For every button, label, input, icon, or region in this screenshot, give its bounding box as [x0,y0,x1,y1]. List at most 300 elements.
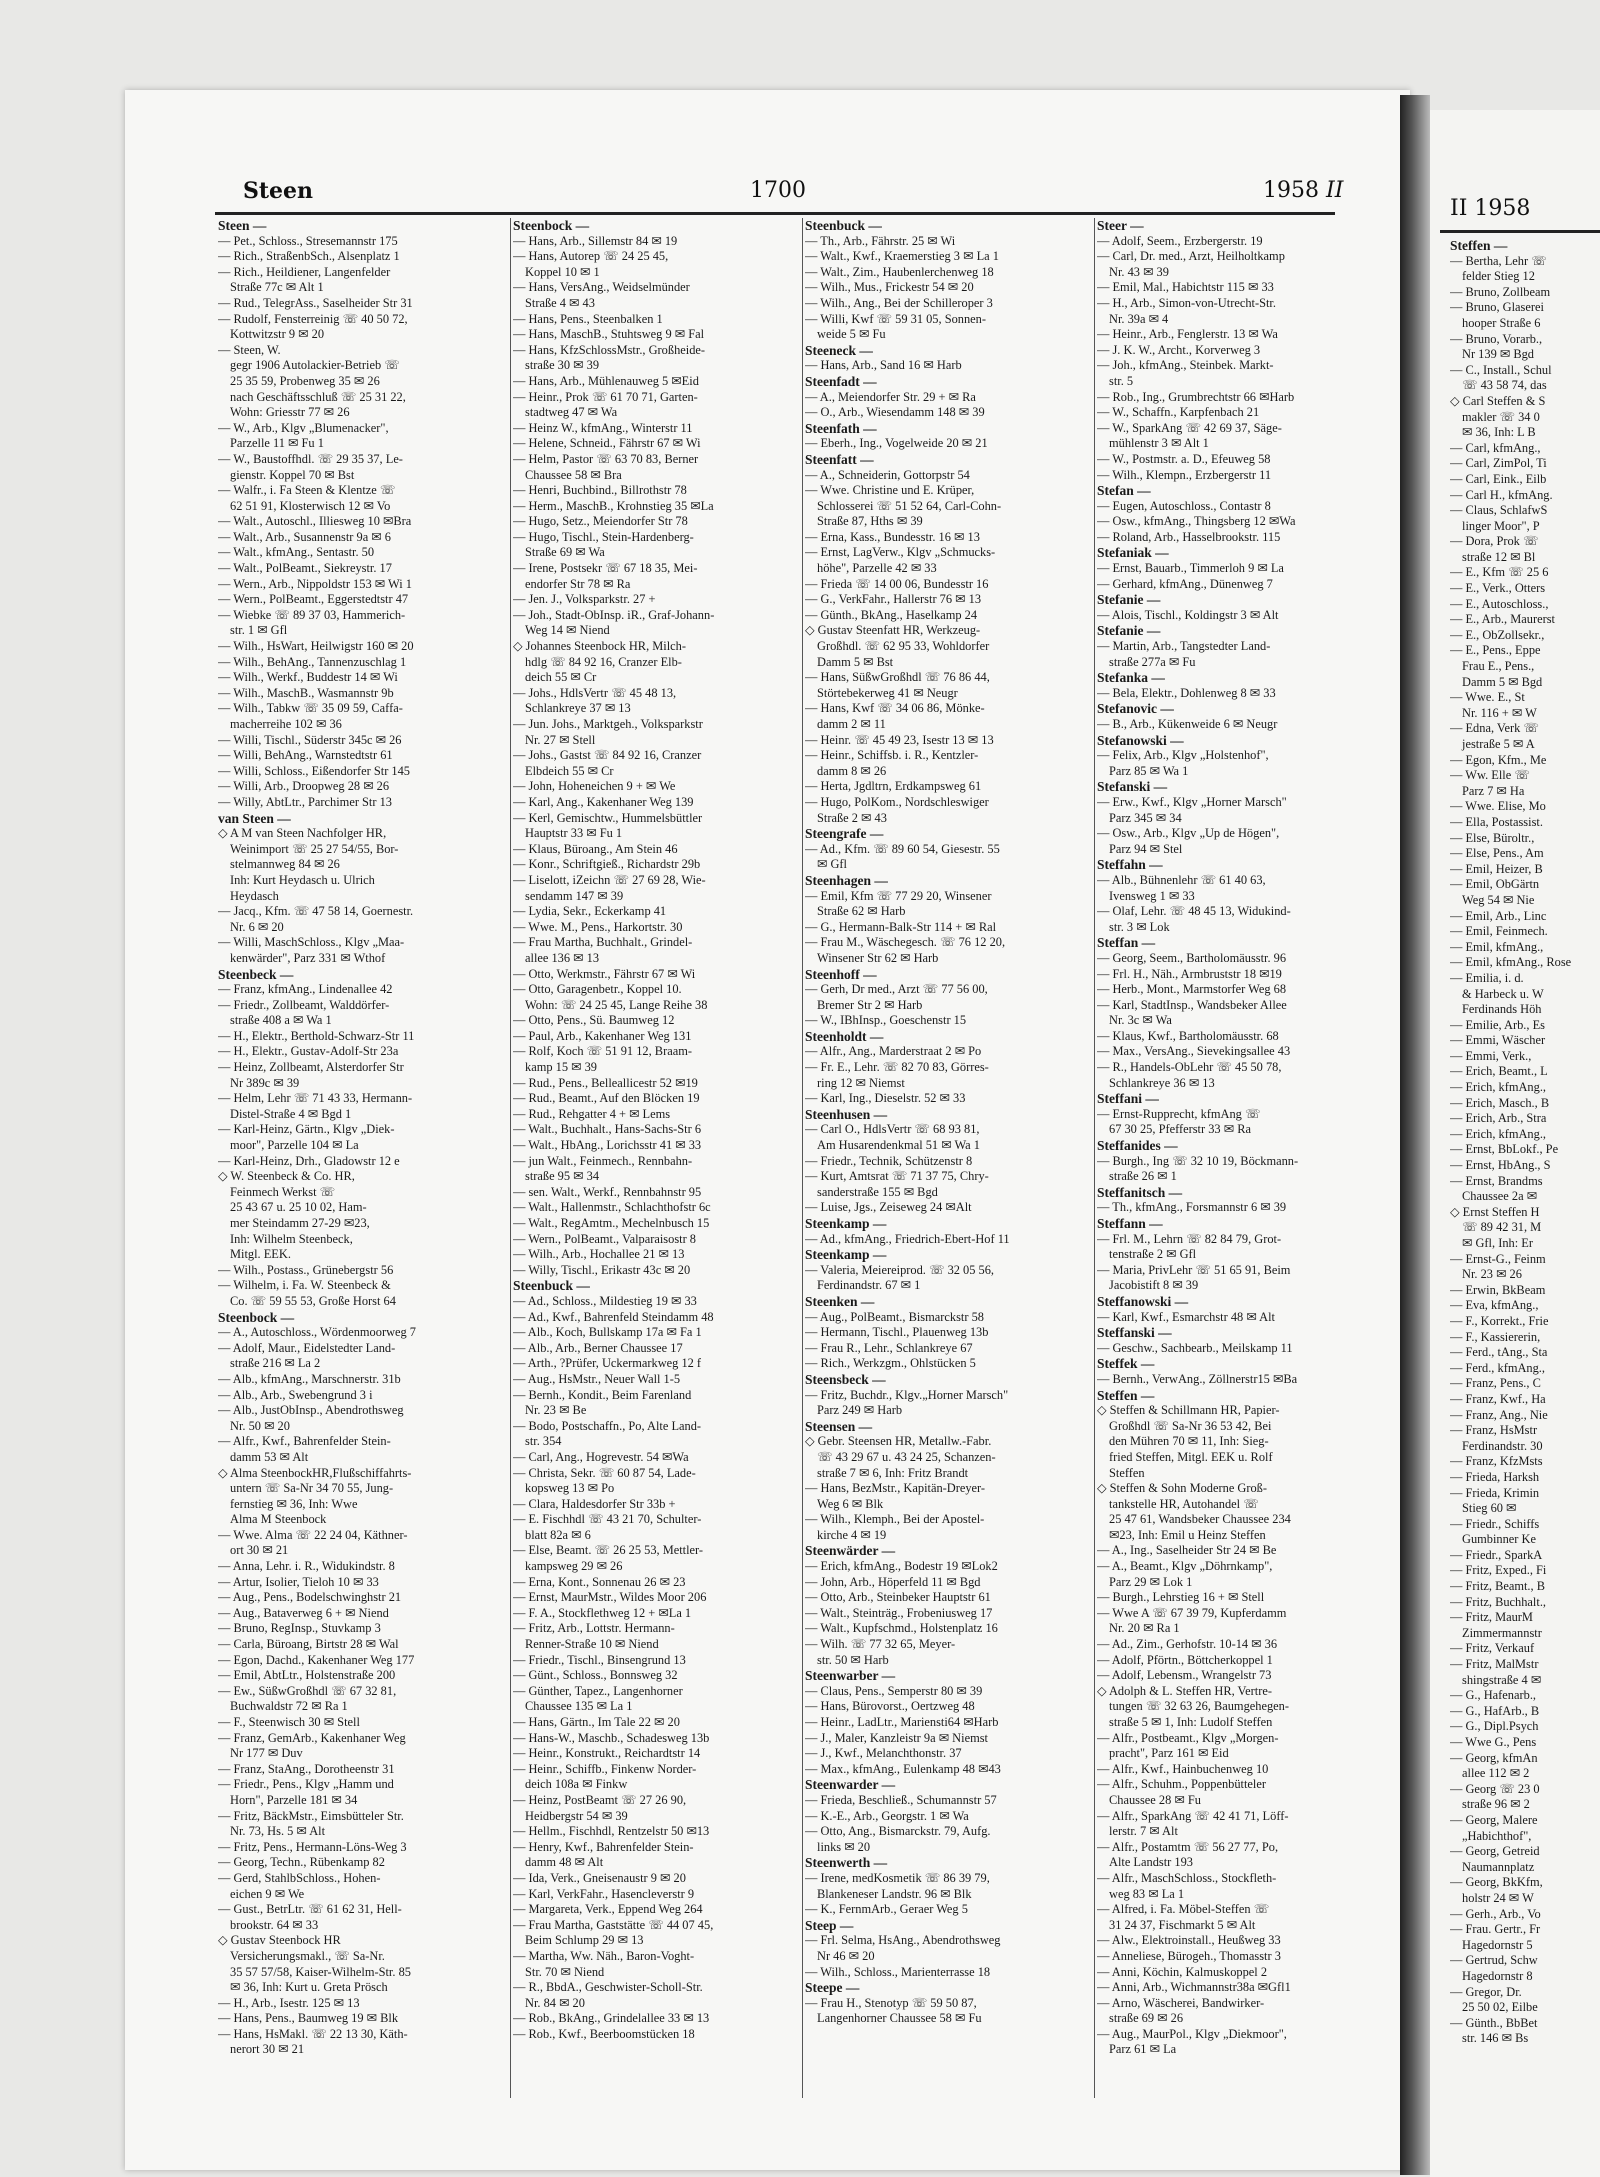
directory-entry: 25 43 67 u. 25 10 02, Ham- [230,1200,367,1215]
directory-entry: Naumannplatz [1462,1859,1535,1874]
directory-entry: — Bruno, Zollbeam [1450,284,1551,299]
directory-entry: Feinmech Werkst ☏ [230,1184,336,1199]
directory-entry: shingstraße 4 ✉ [1462,1672,1542,1687]
directory-entry: — H., Arb., Simon-von-Utrecht-Str. [1097,295,1276,310]
directory-entry: — Alb., JustObInsp., Abendrothsweg [218,1403,404,1418]
directory-entry: — Georg, BkKfm, [1450,1875,1543,1890]
directory-entry: straße 30 ✉ 39 [525,358,600,373]
directory-entry: ◇ Gustav Steenbock HR [218,1933,341,1948]
directory-entry: — Fritz, BäckMstr., Eimsbütteler Str. [218,1808,404,1823]
directory-entry: — Aug., HsMstr., Neuer Wall 1-5 [513,1371,681,1386]
directory-entry: — W., SparkAng ☏ 42 69 37, Säge- [1097,420,1282,435]
directory-entry: — Wilh., Ang., Bei der Schilleroper 3 [805,295,993,310]
directory-entry: ◇ Ernst Steffen H [1450,1204,1540,1219]
directory-entry: — Martin, Arb., Tangstedter Land- [1097,639,1271,654]
directory-entry: — Alb., kfmAng., Marschnerstr. 31b [218,1371,401,1386]
directory-entry: — Ernst-G., Feinm [1450,1251,1546,1266]
directory-entry: — Osw., Arb., Klgv „Up de Högen", [1097,826,1280,841]
directory-entry: — John, Hoheneichen 9 + ✉ We [513,779,676,794]
directory-entry: 62 51 91, Klosterwisch 12 ✉ Vo [230,498,391,513]
directory-entry: — Rob., Ing., Grumbrechtstr 66 ✉Harb [1097,389,1295,404]
directory-entry: — Else, Beamt. ☏ 26 25 53, Mettler- [513,1543,704,1558]
directory-entry: Nr 139 ✉ Bgd [1462,347,1534,362]
directory-entry: Nr. 116 + ✉ W [1462,705,1537,720]
directory-entry: — Th., Arb., Fährstr. 25 ✉ Wi [805,233,956,248]
directory-entry: — Willy, AbtLtr., Parchimer Str 13 [218,794,392,809]
directory-entry: — Claus, SchlafwS [1450,503,1548,518]
directory-entry: — Helm, Lehr ☏ 71 43 33, Hermann- [218,1091,413,1106]
directory-entry: — F. A., Stockflethweg 12 + ✉La 1 [513,1605,692,1620]
directory-entry: Steenbock — [513,218,590,233]
directory-entry: tungen ☏ 32 63 26, Baumgehegen- [1109,1699,1289,1714]
directory-entry: fernstieg ✉ 36, Inh: Wwe [230,1496,358,1511]
directory-entry: Heidbergstr 54 ✉ 39 [525,1808,628,1823]
directory-entry: — Hans-W., Maschb., Schadesweg 13b [513,1730,710,1745]
directory-entry: — Anni, Arb., Wichmannstr38a ✉Gfl1 [1097,1980,1291,1995]
directory-entry: Nr. 39a ✉ 4 [1109,311,1169,326]
right-page-column [1450,238,1600,2168]
page-header-surname: Steen [243,178,314,204]
directory-entry: — Ew., SüßwGroßhdl ☏ 67 32 81, [218,1683,397,1698]
directory-entry: straße 95 ✉ 34 [525,1169,600,1184]
directory-entry: — Alfr., Postbeamt., Klgv „Morgen- [1097,1730,1279,1745]
directory-entry: linger Moor", P [1462,518,1540,533]
directory-entry: — Fr. E., Lehr. ☏ 82 70 83, Görres- [805,1060,989,1075]
directory-entry: stadtweg 47 ✉ Wa [525,405,618,420]
directory-entry: — Wwe A ☏ 67 39 79, Kupferdamm [1097,1605,1287,1620]
directory-entry: macherreihe 102 ✉ 36 [230,717,342,731]
directory-column-4 [1097,218,1387,2118]
directory-entry: — Hans, Pens., Steenbalken 1 [513,311,663,326]
directory-entry: Steepe — [805,1980,860,1996]
directory-entry: straße 216 ✉ La 2 [230,1356,321,1371]
directory-entry: — sen. Walt., Werkf., Rennbahnstr 95 [513,1184,702,1199]
directory-entry: — G., HafArb., B [1450,1703,1540,1718]
directory-entry: Chaussee 28 ✉ Fu [1109,1792,1201,1807]
directory-entry: — jun Walt., Feinmech., Rennbahn- [513,1153,693,1168]
directory-entry: Langenhorner Chaussee 58 ✉ Fu [817,2011,982,2026]
directory-entry: — G., Hafenarb., [1450,1688,1537,1703]
directory-entry: — E., Verk., Otters [1450,581,1546,596]
directory-entry: Nr. 84 ✉ 20 [525,1995,585,2010]
directory-entry: — Alfr., MaschSchloss., Stockfleth- [1097,1870,1277,1885]
directory-entry: — Heinz, PostBeamt ☏ 27 26 90, [513,1792,687,1807]
directory-entry: Nr. 23 ✉ 26 [1462,1267,1522,1282]
directory-entry: ◇ A M van Steen Nachfolger HR, [218,826,387,841]
directory-entry: — Ad., Zim., Gerhofstr. 10-14 ✉ 36 [1097,1637,1278,1652]
directory-entry: Gumbinner Ke [1462,1532,1536,1547]
directory-entry: — Carl H., kfmAng. [1450,487,1553,502]
directory-entry: — Hans, Arb., Sand 16 ✉ Harb [805,358,962,373]
directory-entry: Stefan — [1097,483,1151,499]
directory-entry: Mitgl. EEK. [230,1247,291,1262]
directory-entry: — Walt., Steinträg., Frobeniusweg 17 [805,1605,993,1620]
directory-entry: — Heinz W., kfmAng., Winterstr 11 [513,420,693,435]
directory-entry: nach Geschäftsschluß ☏ 25 31 22, [230,389,406,404]
directory-entry: — Fritz, MaurM [1450,1610,1533,1625]
directory-entry: straße 69 ✉ 26 [1109,2011,1184,2026]
directory-entry: — Rud., TelegrAss., Saselheider Str 31 [218,295,413,310]
directory-entry: — Alfr., Postamtm ☏ 56 27 77, Po, [1097,1839,1279,1854]
directory-entry: — Karl-Heinz, Drh., Gladowstr 12 e [218,1153,400,1168]
directory-entry: — Luise, Jgs., Zeiseweg 24 ✉Alt [805,1200,972,1215]
directory-entry: — Fritz, Arb., Lottstr. Hermann- [513,1621,675,1636]
directory-entry: tankstelle HR, Autohandel ☏ [1109,1496,1259,1511]
directory-entry: jestraße 5 ✉ A [1462,737,1535,751]
directory-entry: — Valeria, Meiereiprod. ☏ 32 05 56, [805,1262,995,1277]
directory-entry: — F., Steenwisch 30 ✉ Stell [218,1715,360,1729]
directory-entry: ◇ Carl Steffen & S [1450,393,1546,408]
right-page-header-rule [1440,230,1600,233]
directory-entry: Stefanowski — [1097,732,1184,748]
directory-entry: — J., Kwf., Melanchthonstr. 37 [805,1746,962,1761]
directory-entry: — Alfr., SparkAng ☏ 42 41 71, Löff- [1097,1808,1289,1823]
directory-entry: — Wilh., Klemph., Bei der Apostel- [805,1512,985,1527]
directory-entry: — Fritz, Buchdr., Klgv.„Horner Marsch" [805,1387,1009,1402]
directory-entry: Distel-Straße 4 ✉ Bgd 1 [230,1106,352,1121]
directory-entry: — Walt., Kwf., Kraemerstieg 3 ✉ La 1 [805,249,999,264]
directory-entry: — Wwe. E., St [1450,690,1525,705]
header-year: 1958 [1263,178,1319,203]
directory-entry: Steffanowski — [1097,1293,1189,1309]
directory-entry: Steenbeck — [218,966,294,982]
directory-entry: 25 50 02, Eilbe [1462,2000,1538,2015]
directory-entry: — Helene, Schneid., Fährstr 67 ✉ Wi [513,436,701,451]
directory-entry: — Frl. Selma, HsAng., Abendrothsweg [805,1933,1001,1948]
directory-entry: — Frieda, Krimin [1450,1485,1540,1500]
directory-entry: makler ☏ 34 0 [1462,409,1540,424]
directory-entry: — Carl O., HdlsVertr ☏ 68 93 81, [805,1122,980,1137]
directory-entry: — Artur, Isolier, Tieloh 10 ✉ 33 [218,1574,379,1589]
directory-entry: ◇ Steffen & Sohn Moderne Groß- [1097,1481,1268,1496]
directory-entry: — Carl, Dr. med., Arzt, Heilholtkamp [1097,249,1285,264]
directory-entry: — Erwin, BkBeam [1450,1282,1546,1297]
directory-entry: — Franz, Pens., C [1450,1376,1541,1391]
directory-entry: ✉ Gfl [817,857,847,872]
directory-entry: — Eberh., Ing., Vogelweide 20 ✉ 21 [805,436,988,451]
directory-entry: — Franz, HsMstr [1450,1423,1538,1438]
directory-entry: — Emil, Arb., Linc [1450,908,1547,923]
directory-entry: Stieg 60 ✉ [1462,1501,1517,1516]
directory-entry: — Heinr., LadLtr., Mariensti64 ✉Harb [805,1715,999,1729]
directory-entry: — Eva, kfmAng., [1450,1298,1539,1313]
directory-entry: — Alb., Koch, Bullskamp 17a ✉ Fa 1 [513,1325,702,1340]
directory-entry: — Rud., Rehgatter 4 + ✉ Lems [513,1106,671,1121]
directory-entry: — Walt., HbAng., Lorichsstr 41 ✉ 33 [513,1138,702,1153]
directory-entry: — Emil, AbtLtr., Holstenstraße 200 [218,1668,396,1683]
directory-entry: — Emil, kfmAng., Rose [1450,955,1572,970]
directory-entry: Weg 54 ✉ Nie [1462,892,1535,907]
directory-entry: Steensen — [805,1418,873,1434]
directory-entry: — Wilh., BehAng., Tannenzuschlag 1 [218,654,407,669]
directory-entry: — Eugen, Autoschloss., Contastr 8 [1097,498,1271,513]
directory-entry: felder Stieg 12 [1462,269,1535,284]
directory-entry: — Henri, Buchbind., Billrothstr 78 [513,483,687,498]
directory-entry: Schlosserei ☏ 51 52 64, Carl-Cohn- [817,498,1002,513]
directory-entry: — Wwe. Alma ☏ 22 24 04, Käthner- [218,1527,408,1542]
directory-entry: Buchwaldstr 72 ✉ Ra 1 [230,1699,348,1714]
directory-column-1 [218,218,508,2118]
directory-entry: — Georg, kfmAn [1450,1750,1538,1765]
directory-entry: — Erich, kfmAng., Bodestr 19 ✉Lok2 [805,1559,998,1574]
directory-entry: Steffann — [1097,1216,1163,1231]
directory-entry: — Wwe. M., Pens., Harkortstr. 30 [513,919,683,934]
directory-entry: — Erw., Kwf., Klgv „Horner Marsch" [1097,794,1287,809]
directory-entry: — Willi, Schloss., Eißendorfer Str 145 [218,763,410,778]
directory-entry: str. 146 ✉ Bs [1462,2031,1529,2046]
directory-entry: tenstraße 2 ✉ Gfl [1109,1247,1197,1262]
directory-entry: den Mühren 70 ✉ 11, Inh: Sieg- [1109,1434,1269,1449]
directory-entry: Parzelle 11 ✉ Fu 1 [230,436,324,451]
directory-entry: — Felix, Arb., Klgv „Holstenhof", [1097,748,1269,763]
directory-entry: — Walt., kfmAng., Sentastr. 50 [218,545,375,560]
directory-entry: — Hans, KfzSchlossMstr., Großheide- [513,342,706,357]
directory-entry: — G., Dipl.Psych [1450,1719,1539,1734]
directory-entry: — Willi, BehAng., Warnstedtstr 61 [218,748,393,763]
directory-entry: — Wilh., Mus., Frickestr 54 ✉ 20 [805,280,974,295]
directory-entry: Jacobistift 8 ✉ 39 [1109,1278,1199,1293]
directory-entry: — Wilhelm, i. Fa. W. Steenbeck & [218,1278,391,1293]
directory-entry: — Hugo, Setz., Meiendorfer Str 78 [513,514,688,529]
directory-entry: Steenfadt — [805,373,877,389]
directory-entry: höhe", Parzelle 42 ✉ 33 [817,561,937,576]
directory-entry: deich 55 ✉ Cr [525,670,597,685]
directory-entry: — Ernst, Brandms [1450,1173,1543,1188]
directory-entry: — Ww. Elle ☏ [1450,768,1530,783]
directory-entry: — Arth., ?Prüfer, Uckermarkweg 12 f [513,1356,702,1371]
directory-entry: Damm 5 ✉ Bst [817,654,894,669]
directory-entry: — Gertrud, Schw [1450,1953,1538,1968]
directory-entry: weide 5 ✉ Fu [817,327,886,342]
directory-entry: str. 5 [1109,373,1134,388]
directory-entry: — Erich, Masch., B [1450,1095,1550,1110]
directory-entry: — Hans, Bürovorst., Oertzweg 48 [805,1699,975,1714]
directory-entry: — Friedr., Technik, Schützenstr 8 [805,1153,973,1168]
directory-entry: — W., Schaffn., Karpfenbach 21 [1097,405,1260,420]
directory-entry: — Bodo, Postschaffn., Po, Alte Land- [513,1418,702,1433]
directory-entry: van Steen — [218,810,291,826]
directory-entry: Bremer Str 2 ✉ Harb [817,997,923,1012]
directory-entry: ◇ Gustav Steenfatt HR, Werkzeug- [805,623,981,638]
directory-entry: — Wern., Arb., Nippoldstr 153 ✉ Wi 1 [218,576,412,591]
directory-entry: — Hans, Arb., Sillemstr 84 ✉ 19 [513,233,678,248]
directory-entry: — Alw., Elektroinstall., Heußweg 33 [1097,1933,1281,1948]
directory-entry: — Johs., Gastst ☏ 84 92 16, Cranzer [513,748,702,763]
directory-entry: — Georg, Malere [1450,1812,1538,1827]
directory-entry: — Günth., BbBet [1450,2015,1538,2030]
directory-entry: — Erich, Arb., Stra [1450,1111,1547,1126]
directory-entry: — Friedr., Schiffs [1450,1516,1540,1531]
directory-entry: — Lydia, Sekr., Eckerkamp 41 [513,904,667,919]
directory-entry: Ivensweg 1 ✉ 33 [1109,888,1195,903]
directory-entry: — Martha, Ww. Näh., Baron-Voght- [513,1948,695,1963]
directory-entry: str. 354 [525,1434,562,1449]
directory-entry: — Walt., Hallenmstr., Schlachthofstr 6c [513,1200,711,1215]
directory-entry: Nr. 6 ✉ 20 [230,919,284,934]
directory-entry: — K., FernmArb., Geraer Weg 5 [805,1902,968,1917]
directory-entry: — R., Handels-ObLehr ☏ 45 50 78, [1097,1060,1282,1075]
directory-entry: lerstr. 7 ✉ Alt [1109,1824,1178,1839]
directory-entry: — Rob., BkAng., Grindelallee 33 ✉ 13 [513,2011,710,2026]
directory-entry: — Erich, kfmAng., [1450,1126,1547,1141]
directory-entry: — Friedr., Tischl., Binsengrund 13 [513,1652,686,1667]
directory-entry: — Wilh., Postass., Grünebergstr 56 [218,1262,394,1277]
directory-entry: — Fritz, Beamt., B [1450,1579,1545,1594]
directory-entry: kopsweg 13 ✉ Po [525,1481,615,1496]
directory-entry: ✉ 36, Inh: Kurt u. Greta Prösch [230,1980,388,1995]
directory-entry: — Rich., Werkzgm., Ohlstücken 5 [805,1356,976,1371]
directory-entry: Hagedornstr 5 [1462,1937,1533,1952]
directory-entry: — Hugo, PolKom., Nordschleswiger [805,794,989,809]
directory-entry: — E. Fischhdl ☏ 43 21 70, Schulter- [513,1512,702,1527]
directory-entry: — Liselott, iZeichn ☏ 27 69 28, Wie- [513,872,706,887]
directory-entry: Stefanovic — [1097,701,1174,717]
directory-entry: str. 1 ✉ Gfl [230,623,288,638]
directory-entry: — Alb., Bühnenlehr ☏ 61 40 63, [1097,872,1266,887]
directory-entry: — Hans, SüßwGroßhdl ☏ 76 86 44, [805,670,990,685]
directory-entry: Parz 7 ✉ Ha [1462,783,1525,798]
directory-entry: — Rolf, Koch ☏ 51 91 12, Braam- [513,1044,692,1059]
directory-entry: straße 277a ✉ Fu [1109,654,1196,669]
directory-entry: — Günth., BkAng., Haselkamp 24 [805,607,978,622]
directory-entry: — Willi, Arb., Droopweg 28 ✉ 26 [218,779,390,794]
directory-entry: — Alfred, i. Fa. Möbel-Steffen ☏ [1097,1902,1270,1917]
directory-entry: — Karl, Kwf., Esmarchstr 48 ✉ Alt [1097,1309,1275,1324]
directory-entry: Kottwitzstr 9 ✉ 20 [230,327,325,342]
directory-entry: Steenken — [805,1293,875,1309]
directory-entry: — Rob., Kwf., Beerboomstücken 18 [513,2026,695,2041]
directory-entry: — Hellm., Fischhdl, Rentzelstr 50 ✉13 [513,1824,710,1839]
directory-entry: — Ferd., tAng., Sta [1450,1345,1548,1360]
directory-entry: — Erich, kfmAng., [1450,1080,1547,1095]
directory-entry: — Emil, Feinmech. [1450,924,1548,939]
directory-entry: damm 2 ✉ 11 [817,717,886,731]
directory-entry: — Karl, StadtInsp., Wandsbeker Allee [1097,997,1287,1012]
directory-column-3 [805,218,1095,2118]
directory-entry: — J., Maler, Kanzleistr 9a ✉ Niemst [805,1730,988,1745]
directory-entry: — Bernh., VerwAng., Zöllnerstr15 ✉Ba [1097,1371,1298,1386]
directory-entry: — Georg ☏ 23 0 [1450,1781,1540,1796]
directory-entry: — Hans, Gärtn., Im Tale 22 ✉ 20 [513,1715,680,1729]
directory-entry: — Rud., Pens., Belleallicestr 52 ✉19 [513,1075,698,1090]
directory-entry: hooper Straße 6 [1462,315,1541,330]
directory-entry: — Konr., Schriftgieß., Richardstr 29b [513,857,701,872]
directory-entry: Steffen — [1097,1387,1155,1403]
directory-entry: — W., Baustoffhdl. ☏ 29 35 37, Le- [218,451,403,466]
directory-entry: — Emilia, i. d. [1450,970,1524,985]
directory-entry: Inh: Wilhelm Steenbeck, [230,1231,353,1246]
directory-entry: — H., Arb., Isestr. 125 ✉ 13 [218,1995,360,2010]
directory-entry: Ferdinandstr. 30 [1462,1438,1543,1453]
directory-entry: Steer — [1097,218,1144,233]
directory-entry: — Bela, Elektr., Dohlenweg 8 ✉ 33 [1097,685,1276,700]
directory-entry: — Max., kfmAng., Eulenkamp 48 ✉43 [805,1761,1001,1776]
directory-entry: — A., Schneiderin, Gottorpstr 54 [805,467,970,482]
directory-entry: Steffen [1109,1465,1145,1480]
directory-entry: Straße 77c ✉ Alt 1 [230,280,324,295]
directory-entry: straße 12 ✉ Bl [1462,549,1536,564]
directory-entry: — Ernst-Rupprecht, kfmAng ☏ [1097,1106,1261,1121]
directory-entry: Steenhagen — [805,872,888,888]
directory-entry: — Hermann, Tischl., Plauenweg 13b [805,1325,989,1340]
directory-entry: — Else, Pens., Am [1450,846,1544,861]
directory-entry: Weinimport ☏ 25 27 54/55, Bor- [230,841,399,856]
directory-entry: — Paul, Arb., Kakenhaner Weg 131 [513,1028,692,1043]
directory-entry: Nr. 43 ✉ 39 [1109,264,1169,279]
directory-entry: deich 108a ✉ Finkw [525,1777,628,1792]
directory-entry: Str. 70 ✉ Niend [525,1964,605,1979]
directory-entry: straße 5 ✉ 1, Inh: Ludolf Steffen [1109,1715,1273,1729]
directory-entry: — E., Arb., Maurerst [1450,612,1555,627]
directory-entry: — Bertha, Lehr ☏ [1450,253,1547,268]
directory-entry: — Friedr., Pens., Klgv „Hamm und [218,1777,394,1792]
directory-entry: Steep — [805,1917,854,1933]
directory-entry: — B., Arb., Kükenweide 6 ✉ Neugr [1097,717,1278,731]
directory-entry: — Clara, Haldesdorfer Str 33b + [513,1496,676,1511]
directory-entry: — Aug., Pens., Bodelschwinghstr 21 [218,1590,402,1605]
directory-entry: Hauptstr 33 ✉ Fu 1 [525,826,623,841]
directory-entry: — W., Postmstr. a. D., Efeuweg 58 [1097,451,1271,466]
directory-entry: — Ernst, Bauarb., Timmerloh 9 ✉ La [1097,561,1284,576]
directory-entry: — Herm., MaschB., Krohnstieg 35 ✉La [513,498,714,513]
directory-entry: — Pet., Schloss., Stresemannstr 175 [218,233,398,248]
directory-entry: 25 35 59, Probenweg 35 ✉ 26 [230,373,380,388]
directory-entry: — Karl, VerkFahr., Hasencleverstr 9 [513,1886,695,1901]
directory-entry: Nr. 3c ✉ Wa [1109,1013,1172,1028]
directory-entry: — Aug., PolBeamt., Bismarckstr 58 [805,1309,984,1324]
directory-entry: ✉ Gfl, Inh: Er [1462,1236,1533,1250]
directory-entry: — Emil, Heizer, B [1450,861,1543,876]
directory-entry: — Hans, Autorep ☏ 24 25 45, [513,249,669,264]
directory-entry: — E., Kfm ☏ 25 6 [1450,565,1549,580]
directory-entry: — Kurt, Amtsrat ☏ 71 37 75, Chry- [805,1169,989,1184]
directory-entry: ☏ 43 58 74, das [1462,378,1547,393]
directory-entry: Stefanski — [1097,779,1168,795]
directory-entry: — C., Install., Schul [1450,362,1552,377]
directory-entry: — E., ObZollsekr., [1450,627,1545,642]
directory-entry: Chaussee 135 ✉ La 1 [525,1699,633,1714]
directory-entry: — Wilh., Schloss., Marienterrasse 18 [805,1964,991,1979]
directory-entry: — E., Autoschloss., [1450,596,1549,611]
directory-entry: — Wilh., HsWart, Heilwigstr 160 ✉ 20 [218,639,414,654]
directory-entry: — Wilh. ☏ 77 32 65, Meyer- [805,1637,956,1652]
directory-entry: — Frau Martha, Buchhalt., Grindel- [513,935,693,950]
directory-entry: — Bruno, Glaserei [1450,300,1544,315]
directory-entry: Parz 345 ✉ 34 [1109,810,1182,825]
directory-entry: — Hugo, Tischl., Stein-Hardenberg- [513,529,694,544]
directory-entry: — Hans, Kwf ☏ 34 06 86, Mönke- [805,701,985,716]
directory-entry: — Aug., MaurPol., Klgv „Diekmoor", [1097,2026,1287,2041]
directory-entry: — Geschw., Sachbearb., Meilskamp 11 [1097,1340,1293,1355]
directory-entry: — Kerl, Gemischtw., Hummelsbüttler [513,810,703,825]
directory-entry: Nr 46 ✉ 20 [817,1948,875,1963]
directory-entry: — Gerh., Arb., Vo [1450,1906,1541,1921]
directory-entry: — Wiebke ☏ 89 37 03, Hammerich- [218,607,406,622]
directory-entry: — Heinr. ☏ 45 49 23, Isestr 13 ✉ 13 [805,732,994,747]
directory-entry: damm 53 ✉ Alt [230,1449,309,1464]
directory-entry: — Frau Martha, Gaststätte ☏ 44 07 45, [513,1917,714,1932]
directory-entry: Frau E., Pens., [1462,659,1535,674]
directory-entry: ☏ 89 42 31, M [1462,1220,1542,1235]
directory-entry: Steenhusen — [805,1106,888,1122]
directory-entry: — Gerd, StahlbSchloss., Hohen- [218,1870,381,1885]
header-rule [215,212,1335,215]
directory-entry: kirche 4 ✉ 19 [817,1527,887,1542]
directory-entry: ✉23, Inh: Emil u Heinz Steffen [1109,1527,1266,1542]
directory-entry: — Karl-Heinz, Gärtn., Klgv „Diek- [218,1122,395,1137]
directory-entry: — Frl. M., Lehrn ☏ 82 84 79, Grot- [1097,1231,1282,1246]
directory-entry: Straße 4 ✉ 43 [525,295,595,310]
